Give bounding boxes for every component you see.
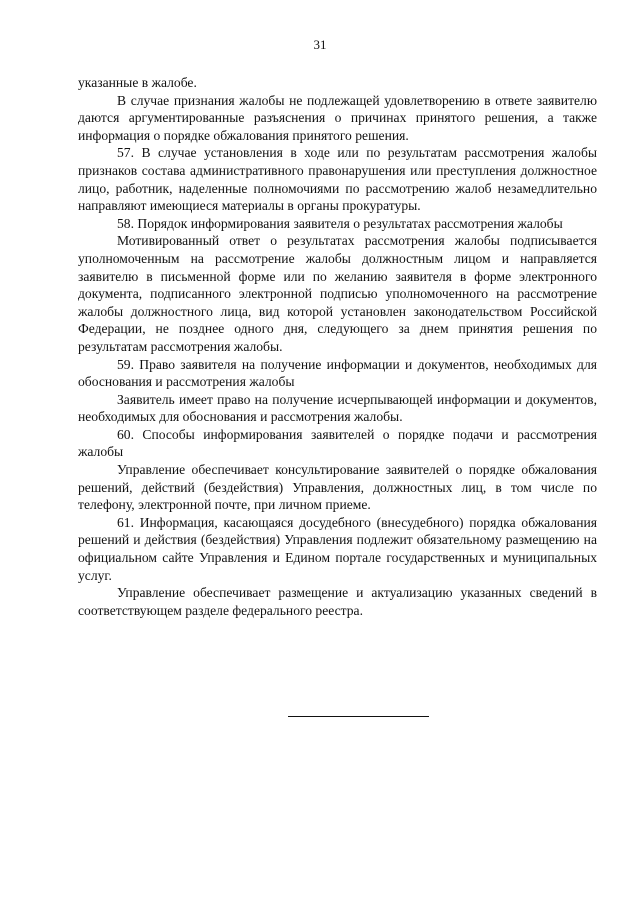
paragraph-continuation: указанные в жалобе. bbox=[78, 75, 197, 90]
paragraph-consulting: Управление обеспечивает консультирование заявителей о порядке обжалования решений, действий (бездействия) Управления, должностных лиц, в том числе по телефону, электронной почте, при личном приеме. bbox=[78, 462, 597, 513]
paragraph-61: 61. Информация, касающаяся досудебного (внесудебного) порядка обжалования решений и действия (бездействия) Управления подлежит обязательному размещению на официальном сайте Управления и Едином портале государственных и муниципальных услуг. bbox=[78, 514, 597, 583]
paragraph-58-heading: 58. Порядок информирования заявителя о результатах рассмотрения жалобы bbox=[117, 215, 563, 231]
paragraph-60-heading: 60. Способы информирования заявителей о порядке подачи и рассмотрения жалобы bbox=[78, 426, 597, 460]
document-body bbox=[78, 74, 597, 619]
paragraph-59-heading: 59. Право заявителя на получение информации и документов, необходимых для обоснования и рассмотрения жалобы bbox=[78, 356, 597, 390]
paragraph-registry: Управление обеспечивает размещение и актуализацию указанных сведений в соответствующем разделе федерального реестра. bbox=[78, 585, 597, 618]
paragraph-applicant-right: Заявитель имеет право на получение исчерпывающей информации и документов, необходимых для обоснования и рассмотрения жалобы. bbox=[78, 391, 597, 425]
paragraph-reasoned-response: Мотивированный ответ о результатах рассмотрения жалобы подписывается уполномоченным на рассмотрение жалобы должностным лицом и направляется заявителю в письменной форме или по желанию заявителя в форме электронного документа, подписанного электронной подписью уполномоченного на рассмотрение жалобы должностного лица, вид которой установлен законодательством Российской Федерации, не позднее одного дня, следующего за днем принятия решения по результатам рассмотрения жалобы. bbox=[78, 233, 597, 354]
page-number: 31 bbox=[313, 37, 327, 52]
end-of-document-rule bbox=[288, 716, 429, 717]
paragraph-57: 57. В случае установления в ходе или по результатам рассмотрения жалобы признаков состава административного правонарушения или преступления должностное лицо, работник, наделенные полномочиями по рассмотрению жалоб незамедлительно направляют имеющиеся материалы в органы прокуратуры. bbox=[78, 145, 597, 214]
paragraph-complaint-rejected: В случае признания жалобы не подлежащей удовлетворению в ответе заявителю даются аргументированные разъяснения о причинах принятого решения, а также информация о порядке обжалования принятого решения. bbox=[78, 92, 597, 143]
